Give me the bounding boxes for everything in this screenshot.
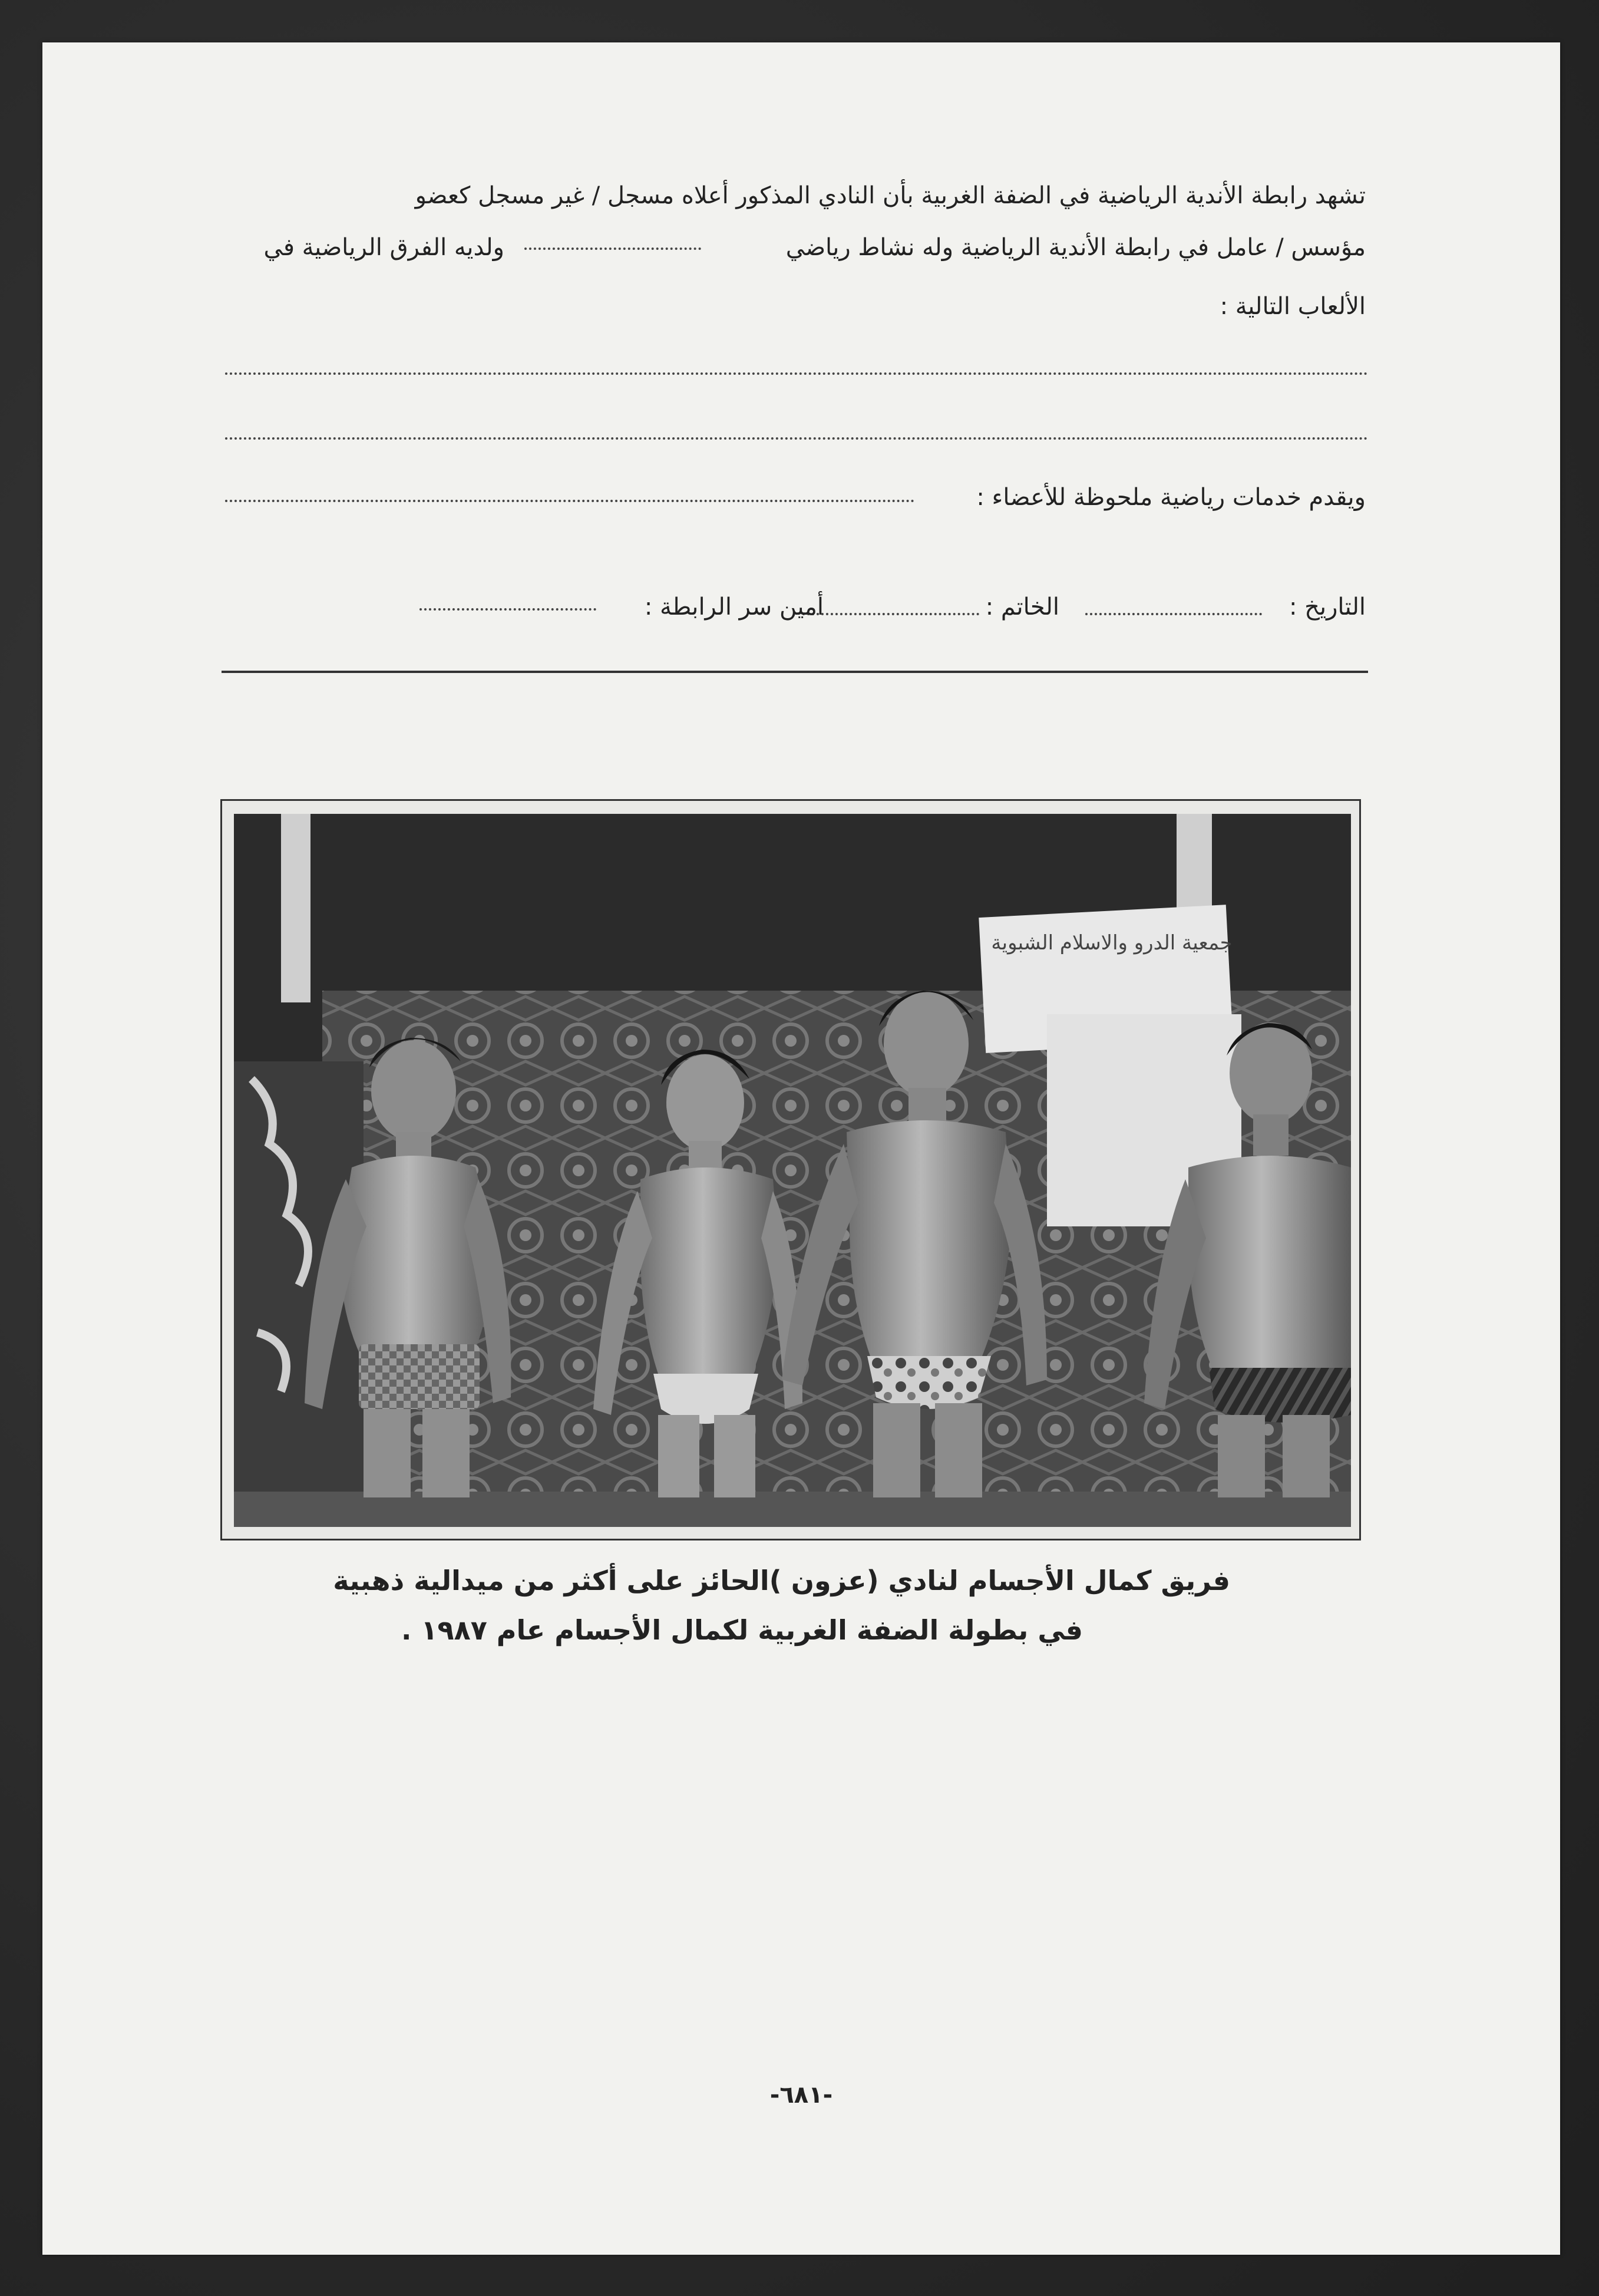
date-fill-line[interactable]: [1085, 613, 1262, 615]
paragraph-line-1: تشهد رابطة الأندية الرياضية في الضفة الغربية بأن النادي المذكور أعلاه مسجل / غير مسجل كعضو: [415, 182, 1366, 209]
section-divider: [222, 671, 1368, 673]
paragraph-line-2b: ولديه الفرق الرياضية في: [263, 234, 504, 261]
caption-line-1: فريق كمال الأجسام لنادي (عزون )الحائز على أكثر من ميدالية ذهبية: [333, 1565, 1230, 1596]
services-fill-line[interactable]: [225, 500, 914, 502]
paragraph-line-2: مؤسس / عامل في رابطة الأندية الرياضية وله نشاط رياضي: [785, 234, 1366, 261]
secretary-fill-line[interactable]: [419, 608, 596, 611]
services-label: ويقدم خدمات رياضية ملحوظة للأعضاء :: [976, 484, 1366, 511]
caption-line-2: في بطولة الضفة الغربية لكمال الأجسام عام ١٩٨٧ .: [401, 1614, 1083, 1646]
activity-fill-line[interactable]: [524, 248, 701, 250]
paragraph-line-3: الألعاب التالية :: [1220, 293, 1366, 320]
games-fill-line-2[interactable]: [225, 437, 1368, 440]
page-number: -٦٨١-: [769, 2081, 833, 2109]
secretary-label: أمين سر الرابطة :: [644, 593, 824, 621]
banner-text: جمعية الدرو والاسلام الشبوية: [991, 931, 1233, 955]
stamp-label: الخاتم :: [985, 593, 1059, 621]
team-photograph: [234, 814, 1351, 1527]
stamp-fill-line[interactable]: [802, 613, 979, 615]
photo-frame: [220, 799, 1361, 1540]
document-page: [42, 42, 1560, 2255]
games-fill-line-1[interactable]: [225, 372, 1368, 375]
date-label: التاريخ :: [1289, 593, 1366, 621]
